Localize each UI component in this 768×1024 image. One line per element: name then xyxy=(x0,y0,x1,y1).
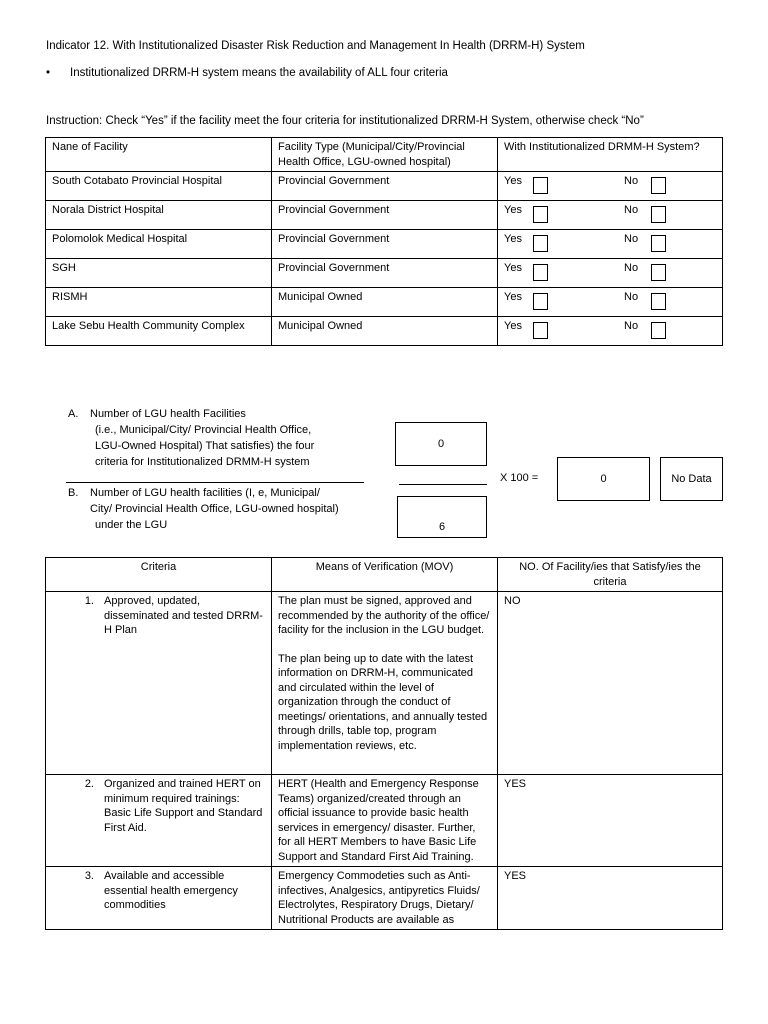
facility-type: Provincial Government xyxy=(272,172,498,201)
header-criteria: Criteria xyxy=(46,558,272,592)
item-a-line1: Number of LGU health Facilities xyxy=(90,408,246,420)
yes-label: Yes xyxy=(504,204,522,216)
facility-name: SGH xyxy=(46,259,272,288)
mov-paragraph: The plan being up to date with the latest information on DRRM-H, communicated and circulated within the level of organization through the conduct of meetings/ orientations, and annually tested through drills, table top, program implementation reviews, etc. xyxy=(278,652,488,752)
table-row xyxy=(46,317,723,346)
no-data-box: No Data xyxy=(660,457,723,501)
denominator-box: 6 xyxy=(397,496,487,538)
yes-no-cell xyxy=(498,288,723,317)
table-row xyxy=(46,867,723,930)
no-label: No xyxy=(624,262,639,274)
facility-type: Provincial Government xyxy=(272,230,498,259)
item-b-line3: under the LGU xyxy=(95,519,168,531)
yes-checkbox[interactable] xyxy=(533,293,548,310)
item-a-line4: criteria for Institutionalized DRMM-H system xyxy=(95,456,310,468)
table-row xyxy=(46,201,723,230)
no-checkbox[interactable] xyxy=(651,293,666,310)
yes-no-cell xyxy=(498,317,723,346)
criteria-text: Available and accessible essential health emergency commodities xyxy=(104,870,238,911)
result-box: 0 xyxy=(557,457,650,501)
facility-name: Polomolok Medical Hospital xyxy=(46,230,272,259)
header-facility-type: Facility Type (Municipal/City/Provincial Health Office, LGU-owned hospital) xyxy=(272,138,498,172)
bullet-text: Institutionalized DRRM-H system means the availability of ALL four criteria xyxy=(70,67,448,79)
bullet-icon: • xyxy=(46,67,51,79)
mov-paragraph: HERT (Health and Emergency Response Teams) organized/created through an official issuance to provide basic health services in emergency/ disaster. Further, for all HERT Members to have Basic Life Support and Standard First Aid Training. xyxy=(278,778,479,863)
criteria-cell xyxy=(46,592,272,775)
yes-checkbox[interactable] xyxy=(533,235,548,252)
item-b-letter: B. xyxy=(68,487,79,499)
no-label: No xyxy=(624,204,639,216)
header-mov: Means of Verification (MOV) xyxy=(272,558,498,592)
criteria-text: Organized and trained HERT on minimum required trainings: Basic Life Support and Standard First Aid. xyxy=(104,778,263,834)
yes-label: Yes xyxy=(504,291,522,303)
yes-label: Yes xyxy=(504,233,522,245)
no-label: No xyxy=(624,291,639,303)
table-row xyxy=(46,775,723,867)
no-label: No xyxy=(624,320,639,332)
facility-type: Provincial Government xyxy=(272,201,498,230)
header-institutionalized: With Institutionalized DRMM-H System? xyxy=(498,138,723,172)
criteria-table xyxy=(45,557,723,930)
facility-type: Municipal Owned xyxy=(272,288,498,317)
yes-label: Yes xyxy=(504,262,522,274)
indicator-heading: Indicator 12. With Institutionalized Disaster Risk Reduction and Management In Health (DRRM-H) System xyxy=(46,40,585,52)
criteria-number: 2. xyxy=(84,778,94,790)
multiplier-text: X 100 = xyxy=(500,472,539,484)
facility-table xyxy=(45,137,723,346)
facility-count-cell: NO xyxy=(498,592,723,775)
facility-name: South Cotabato Provincial Hospital xyxy=(46,172,272,201)
criteria-table-header xyxy=(46,558,723,592)
header-facility-name: Nane of Facility xyxy=(46,138,272,172)
bullet-note xyxy=(46,67,448,79)
criteria-text: Approved, updated, disseminated and tested DRRM-H Plan xyxy=(104,595,263,636)
criteria-cell xyxy=(46,867,272,930)
item-a-line3: LGU-Owned Hospital) That satisfies) the four xyxy=(95,440,315,452)
yes-checkbox[interactable] xyxy=(533,322,548,339)
mov-paragraph: The plan must be signed, approved and recommended by the authority of the office/ facility for the inclusion in the LGU budget. xyxy=(278,595,490,636)
instruction-text: Instruction: Check “Yes” if the facility meet the four criteria for institutionalized DRRM-H System, otherwise check “No” xyxy=(46,115,644,127)
yes-no-cell xyxy=(498,259,723,288)
box-fraction-divider xyxy=(399,484,487,485)
yes-checkbox[interactable] xyxy=(533,206,548,223)
item-b-line2: City/ Provincial Health Office, LGU-owned hospital) xyxy=(90,503,339,515)
facility-table-header xyxy=(46,138,723,172)
fraction-divider xyxy=(66,482,364,483)
yes-no-cell xyxy=(498,230,723,259)
mov-cell xyxy=(272,592,498,775)
table-row xyxy=(46,288,723,317)
yes-checkbox[interactable] xyxy=(533,264,548,281)
no-checkbox[interactable] xyxy=(651,206,666,223)
criteria-cell xyxy=(46,775,272,867)
table-row xyxy=(46,592,723,775)
facility-type: Municipal Owned xyxy=(272,317,498,346)
no-label: No xyxy=(624,175,639,187)
facility-count-cell: YES xyxy=(498,867,723,930)
no-checkbox[interactable] xyxy=(651,235,666,252)
facility-type: Provincial Government xyxy=(272,259,498,288)
header-facility-count: NO. Of Facility/ies that Satisfy/ies the criteria xyxy=(498,558,723,592)
item-b-line1: Number of LGU health facilities (I, e, Municipal/ xyxy=(90,487,320,499)
mov-cell xyxy=(272,775,498,867)
mov-paragraph: Emergency Commodeties such as Anti-infectives, Analgesics, antipyretics Fluids/ Electrolytes, Respiratory Drugs, Dietary/ Nutritional Products are available as xyxy=(278,870,480,926)
facility-name: RISMH xyxy=(46,288,272,317)
no-label: No xyxy=(624,233,639,245)
criteria-number: 1. xyxy=(84,595,94,607)
facility-name: Norala District Hospital xyxy=(46,201,272,230)
facility-name: Lake Sebu Health Community Complex xyxy=(46,317,272,346)
facility-count-cell: YES xyxy=(498,775,723,867)
no-checkbox[interactable] xyxy=(651,322,666,339)
table-row xyxy=(46,230,723,259)
yes-no-cell xyxy=(498,201,723,230)
mov-cell xyxy=(272,867,498,930)
yes-label: Yes xyxy=(504,175,522,187)
no-checkbox[interactable] xyxy=(651,264,666,281)
criteria-number: 3. xyxy=(84,870,94,882)
table-row xyxy=(46,172,723,201)
numerator-box: 0 xyxy=(395,422,487,466)
yes-label: Yes xyxy=(504,320,522,332)
item-a-line2: (i.e., Municipal/City/ Provincial Health Office, xyxy=(95,424,312,436)
table-row xyxy=(46,259,723,288)
item-a-letter: A. xyxy=(68,408,79,420)
yes-no-cell xyxy=(498,172,723,201)
yes-checkbox[interactable] xyxy=(533,177,548,194)
no-checkbox[interactable] xyxy=(651,177,666,194)
